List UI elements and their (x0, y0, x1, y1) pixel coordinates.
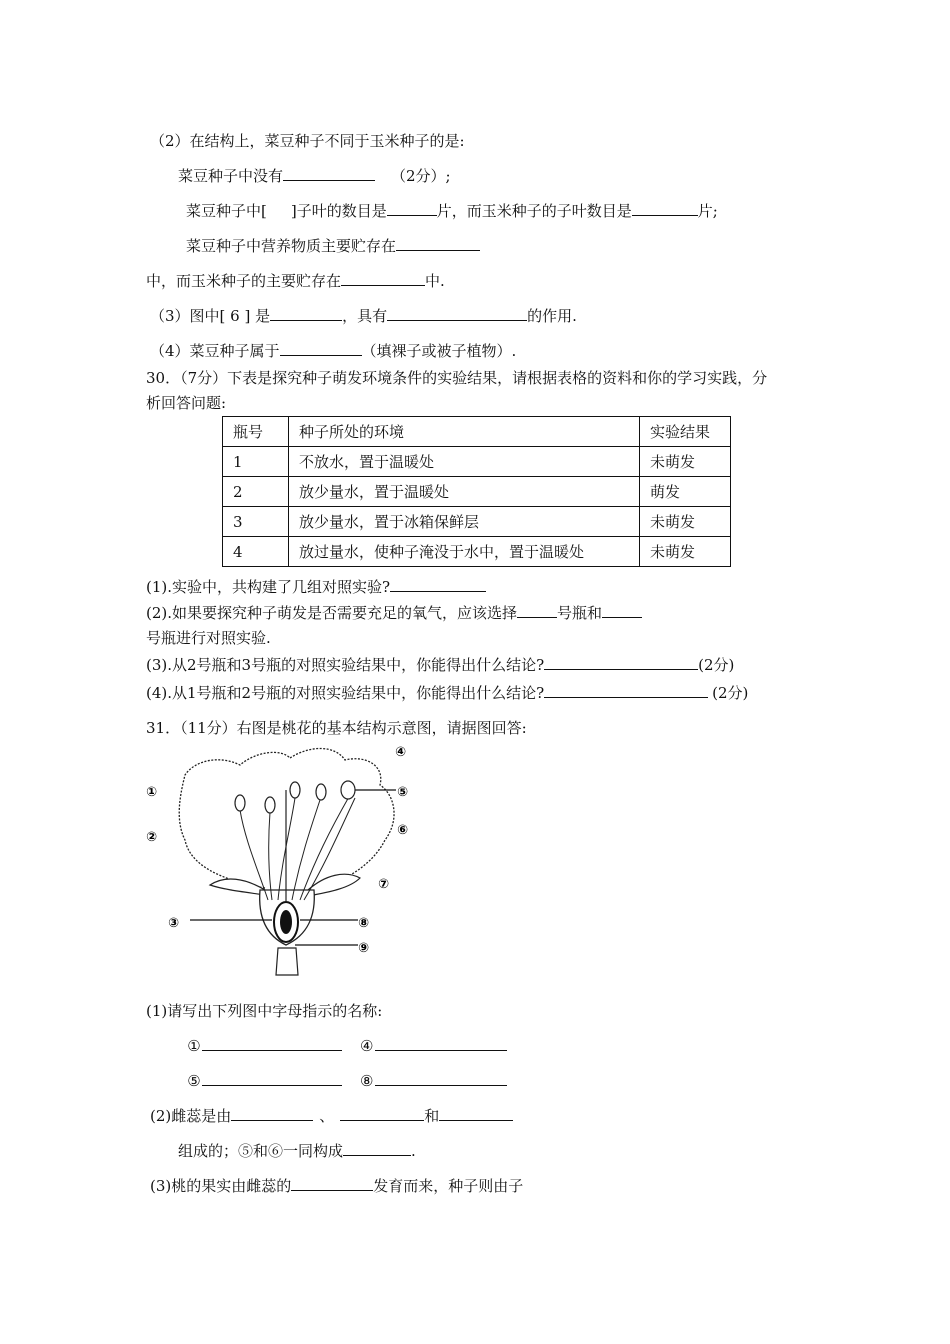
label-6: ⑥ (397, 823, 409, 838)
table-cell: 萌发 (640, 477, 731, 507)
q31-title: 31．（11分）右图是桃花的基本结构示意图，请据图回答: (146, 719, 527, 737)
q31-sub1-row2: ⑤ ⑧ (186, 1071, 507, 1091)
table-cell: 放少量水，置于温暖处 (289, 477, 640, 507)
table-cell: 2 (223, 477, 289, 507)
label-7: ⑦ (378, 877, 390, 892)
q31-sub2-cont: 组成的；⑤和⑥一同构成 . (178, 1142, 416, 1160)
answer-blank[interactable] (387, 306, 527, 321)
table-cell: 不放水，置于温暖处 (289, 447, 640, 477)
sepal-right (308, 874, 360, 896)
q29-line1: 菜豆种子中没有 （2分）; (178, 167, 451, 185)
table-cell: 3 (223, 507, 289, 537)
q29-line3: 菜豆种子中营养物质主要贮存在 (186, 236, 480, 256)
table-cell: 未萌发 (640, 537, 731, 567)
q29-line4: 中，而玉米种子的主要贮存在 中. (146, 272, 445, 290)
ovule (280, 910, 292, 934)
label-3: ③ (168, 916, 180, 931)
q29-part4: （4）菜豆种子属于 （填裸子或被子植物）. (150, 342, 517, 360)
answer-blank[interactable] (270, 306, 342, 321)
table-row (223, 507, 731, 537)
answer-blank[interactable] (439, 1106, 513, 1121)
pedicel (276, 948, 298, 975)
header-cell: 瓶号 (223, 417, 289, 447)
anthers (235, 781, 355, 813)
answer-blank[interactable] (283, 166, 375, 181)
answer-blank[interactable] (632, 201, 698, 216)
answer-blank[interactable] (387, 201, 437, 216)
table-cell: 放过量水，使种子淹没于水中，置于温暖处 (289, 537, 640, 567)
label-2: ② (146, 830, 158, 845)
answer-blank[interactable] (390, 577, 486, 592)
label-4: ④ (395, 745, 407, 760)
q29-part2-title: （2）在结构上，菜豆种子不同于玉米种子的是: (150, 132, 465, 150)
q30-sub2: (2).如果要探究种子萌发是否需要充足的氧气，应该选择 号瓶和 (146, 603, 642, 623)
answer-blank[interactable] (544, 655, 698, 670)
q31-sub3: (3)桃的果实由雌蕊的 发育而来，种子则由子 (150, 1177, 524, 1195)
table-cell: 未萌发 (640, 507, 731, 537)
q30-sub4: (4).从1号瓶和2号瓶的对照实验结果中，你能得出什么结论? (2分) (146, 684, 749, 702)
label-9: ⑨ (358, 941, 370, 956)
answer-blank[interactable] (341, 271, 425, 286)
answer-blank[interactable] (375, 1071, 507, 1086)
q29-part3: （3）图中[ 6 ] 是 ，具有 的作用. (150, 307, 577, 325)
answer-blank[interactable] (396, 236, 480, 251)
answer-blank[interactable] (544, 683, 708, 698)
label-5: ⑤ (397, 785, 409, 800)
q30-sub3: (3).从2号瓶和3号瓶的对照实验结果中，你能得出什么结论? (2分) (146, 656, 735, 674)
answer-blank[interactable] (517, 603, 557, 618)
q30-sub2-cont: 号瓶进行对照实验. (146, 629, 271, 647)
table-cell: 放少量水，置于冰箱保鲜层 (289, 507, 640, 537)
table-header-row (223, 417, 731, 447)
answer-blank[interactable] (231, 1106, 313, 1121)
answer-blank[interactable] (602, 603, 642, 618)
label-1: ① (146, 785, 158, 800)
header-cell: 实验结果 (640, 417, 731, 447)
q30-title-cont: 析回答问题: (146, 394, 227, 412)
table-row (223, 447, 731, 477)
petal-right-outline (290, 748, 394, 885)
q31-sub1: (1)请写出下列图中字母指示的名称: (146, 1002, 383, 1020)
q30-sub1: (1).实验中，共构建了几组对照实验? (146, 577, 486, 597)
petal-left-outline (179, 752, 290, 888)
answer-blank[interactable] (280, 341, 362, 356)
q31-sub2: (2)雌蕊是由 、 和 (150, 1106, 513, 1126)
q31-sub1-row1: ① ④ (186, 1036, 507, 1056)
answer-blank[interactable] (291, 1176, 373, 1191)
label-8: ⑧ (358, 916, 370, 931)
answer-blank[interactable] (202, 1071, 342, 1086)
table-cell: 未萌发 (640, 447, 731, 477)
answer-blank[interactable] (202, 1036, 342, 1051)
header-cell: 种子所处的环境 (289, 417, 640, 447)
table-row (223, 537, 731, 567)
answer-blank[interactable] (343, 1141, 411, 1156)
experiment-table (222, 416, 731, 567)
table-cell: 4 (223, 537, 289, 567)
table-row (223, 477, 731, 507)
q30-title: 30．（7分）下表是探究种子萌发环境条件的实验结果，请根据表格的资料和你的学习实践，分 (146, 369, 768, 387)
table-cell: 1 (223, 447, 289, 477)
q29-line2: 菜豆种子中[ ]子叶的数目是 片，而玉米种子的子叶数目是 片; (186, 202, 718, 220)
answer-blank[interactable] (340, 1106, 424, 1121)
peach-flower-diagram (140, 740, 430, 990)
answer-blank[interactable] (375, 1036, 507, 1051)
sepal-left (210, 879, 265, 895)
